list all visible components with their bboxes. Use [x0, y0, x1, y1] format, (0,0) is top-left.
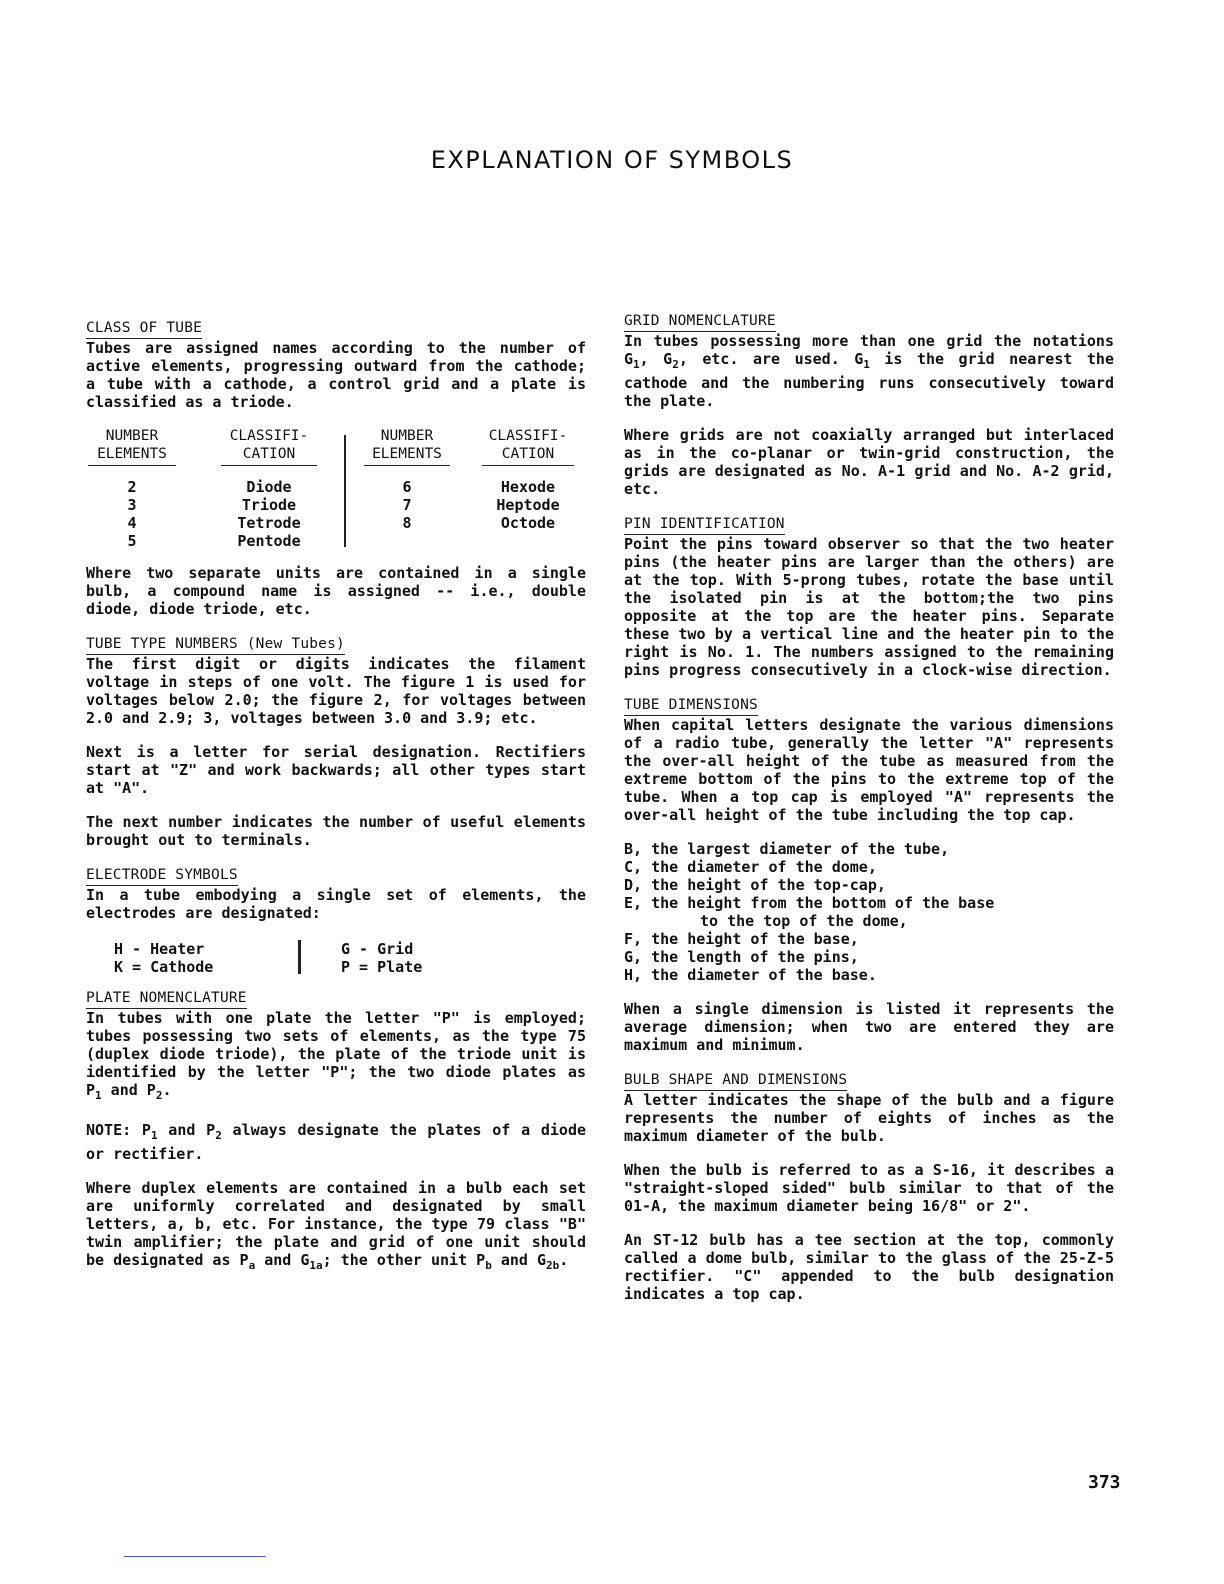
- table-header: CLASSIFI- CATION: [221, 427, 317, 466]
- electrode-table: [114, 940, 586, 976]
- list-item: C, the diameter of the dome,: [624, 858, 877, 876]
- class-of-tube-text: Tubes are assigned names according to the number of active elements, progressing outward from the cathode; a tube with a cathode, a control grid and a plate is classified as a triode.: [86, 339, 586, 411]
- table-divider: [344, 435, 346, 547]
- list-item: H, the diameter of the base.: [624, 966, 877, 984]
- duplex-elements-text: Where duplex elements are contained in a bulb each set are uniformly correlated and designated by small letters, a, b, etc. For instance, the type 79 class "B" twin amplifier; the plate and grid of one unit should be designated as $P_a$ and $G_{1a}$; the other unit $P_b$ and $G_{2b}$.: [86, 1179, 586, 1272]
- electrode-grid: G - Grid: [341, 940, 414, 958]
- heading-tube-type-numbers: TUBE TYPE NUMBERS (New Tubes): [86, 636, 345, 655]
- table-cell: 6: [402, 478, 412, 496]
- heading-electrode-symbols: ELECTRODE SYMBOLS: [86, 867, 238, 886]
- footer-rule: [124, 1556, 266, 1557]
- table-header: CLASSIFI- CATION: [482, 427, 574, 466]
- table-cell: Tetrode: [237, 514, 301, 532]
- list-item: B, the largest diameter of the tube,: [624, 840, 950, 858]
- tube-type-numbers-text-3: The next number indicates the number of useful elements brought out to terminals.: [86, 813, 586, 849]
- page-number: 373: [1088, 1472, 1121, 1493]
- table-cell: Hexode: [500, 478, 556, 496]
- classification-table: [86, 427, 586, 550]
- bulb-shape-text-2: When the bulb is referred to as a S-16, it describes a "straight-sloped sided" bulb similar to that of the 01-A, the maximum diameter being 16/8" or 2".: [624, 1161, 1114, 1215]
- right-column: [624, 311, 1114, 1319]
- table-cell: 8: [402, 514, 412, 532]
- number-elements-column: [86, 427, 178, 550]
- table-cell: 5: [127, 532, 137, 550]
- list-item: to the top of the dome,: [700, 912, 908, 930]
- table-cell: Pentode: [237, 532, 301, 550]
- table-cell: 3: [127, 496, 137, 514]
- table-cell: Triode: [241, 496, 297, 514]
- electrode-cathode: K = Cathode: [114, 958, 214, 976]
- table-cell: 2: [127, 478, 137, 496]
- table-header: NUMBER ELEMENTS: [364, 427, 450, 466]
- heading-class-of-tube: CLASS OF TUBE: [86, 320, 202, 339]
- grid-nomenclature-text-1: In tubes possessing more than one grid the notations $G_1$, $G_2$, etc. are used. $G_1$ is the grid nearest the cathode and the numbering runs consecutively toward the plate.: [624, 332, 1114, 410]
- electrode-divider: [298, 940, 301, 974]
- bulb-shape-text-3: An ST-12 bulb has a tee section at the top, commonly called a dome bulb, similar to the glass of the 25-Z-5 rectifier. "C" appended to the bulb designation indicates a top cap.: [624, 1231, 1114, 1303]
- heading-tube-dimensions: TUBE DIMENSIONS: [624, 697, 758, 716]
- pin-identification-text: Point the pins toward observer so that the two heater pins (the heater pins are larger than the others) are at the top. With 5-prong tubes, rotate the base until the isolated pin is at the bottom;the two pins opposite at the top are the heater pins. Separate these two by a vertical line and the heater pin to the right is No. 1. The numbers assigned to the remaining pins progress consecutively in a clock-wise direction.: [624, 535, 1114, 679]
- table-cell: Octode: [500, 514, 556, 532]
- plate-note-text: NOTE: $P_1$ and $P_2$ always designate the plates of a diode or rectifier.: [86, 1121, 587, 1163]
- heading-pin-identification: PIN IDENTIFICATION: [624, 516, 785, 535]
- electrode-symbols-text: In a tube embodying a single set of elements, the electrodes are designated:: [86, 886, 586, 922]
- tube-type-numbers-text-2: Next is a letter for serial designation. Rectifiers start at "Z" and work backwards; all other types start at "A".: [86, 743, 586, 797]
- page-title: EXPLANATION OF SYMBOLS: [430, 146, 794, 174]
- table-cell: Heptode: [496, 496, 560, 514]
- list-item: E, the height from the bottom of the base: [624, 894, 995, 912]
- single-dimension-text: When a single dimension is listed it represents the average dimension; when two are entered they are maximum and minimum.: [624, 1000, 1114, 1054]
- heading-bulb-shape: BULB SHAPE AND DIMENSIONS: [624, 1072, 847, 1091]
- tube-type-numbers-text-1: The first digit or digits indicates the filament voltage in steps of one volt. The figure 1 is used for voltages below 2.0; the figure 2, for voltages between 2.0 and 2.9; 3, voltages between 3.0 and 3.9; etc.: [86, 655, 586, 727]
- bulb-shape-text-1: A letter indicates the shape of the bulb and a figure represents the number of eights of inches as the maximum diameter of the bulb.: [624, 1091, 1114, 1145]
- list-item: D, the height of the top-cap,: [624, 876, 886, 894]
- grid-nomenclature-text-2: Where grids are not coaxially arranged but interlaced as in the co-planar or twin-grid construction, the grids are designated as No. A-1 grid and No. A-2 grid, etc.: [624, 426, 1114, 498]
- table-header: NUMBER ELEMENTS: [88, 427, 176, 466]
- heading-grid-nomenclature: GRID NOMENCLATURE: [624, 313, 776, 332]
- heading-plate-nomenclature: PLATE NOMENCLATURE: [86, 990, 247, 1009]
- electrode-plate: P = Plate: [341, 958, 423, 976]
- table-cell: Diode: [246, 478, 292, 496]
- plate-nomenclature-text: In tubes with one plate the letter "P" is employed; tubes possessing two sets of elements, as the type 75 (duplex diode triode), the plate of the triode unit is identified by the letter "P"; the two diode plates as $P_1$ and $P_2$.: [86, 1009, 586, 1102]
- compound-name-text: Where two separate units are contained in a single bulb, a compound name is assigned -- i.e., double diode, diode triode, etc.: [86, 564, 586, 618]
- table-cell: 4: [127, 514, 137, 532]
- number-elements-column-2: [362, 427, 452, 550]
- dimension-list: [624, 840, 1114, 984]
- left-column: [86, 318, 586, 1291]
- table-cell: 7: [402, 496, 412, 514]
- tube-dimensions-text: When capital letters designate the various dimensions of a radio tube, generally the letter "A" represents the over-all height of the tube as measured from the extreme bottom of the pins to the extreme top of the tube. When a top cap is employed "A" represents the over-all height of the tube including the top cap.: [624, 716, 1114, 824]
- classification-column-2: [478, 427, 578, 550]
- classification-column: [214, 427, 324, 550]
- list-item: G, the length of the pins,: [624, 948, 859, 966]
- list-item: F, the height of the base,: [624, 930, 859, 948]
- electrode-heater: H - Heater: [114, 940, 205, 958]
